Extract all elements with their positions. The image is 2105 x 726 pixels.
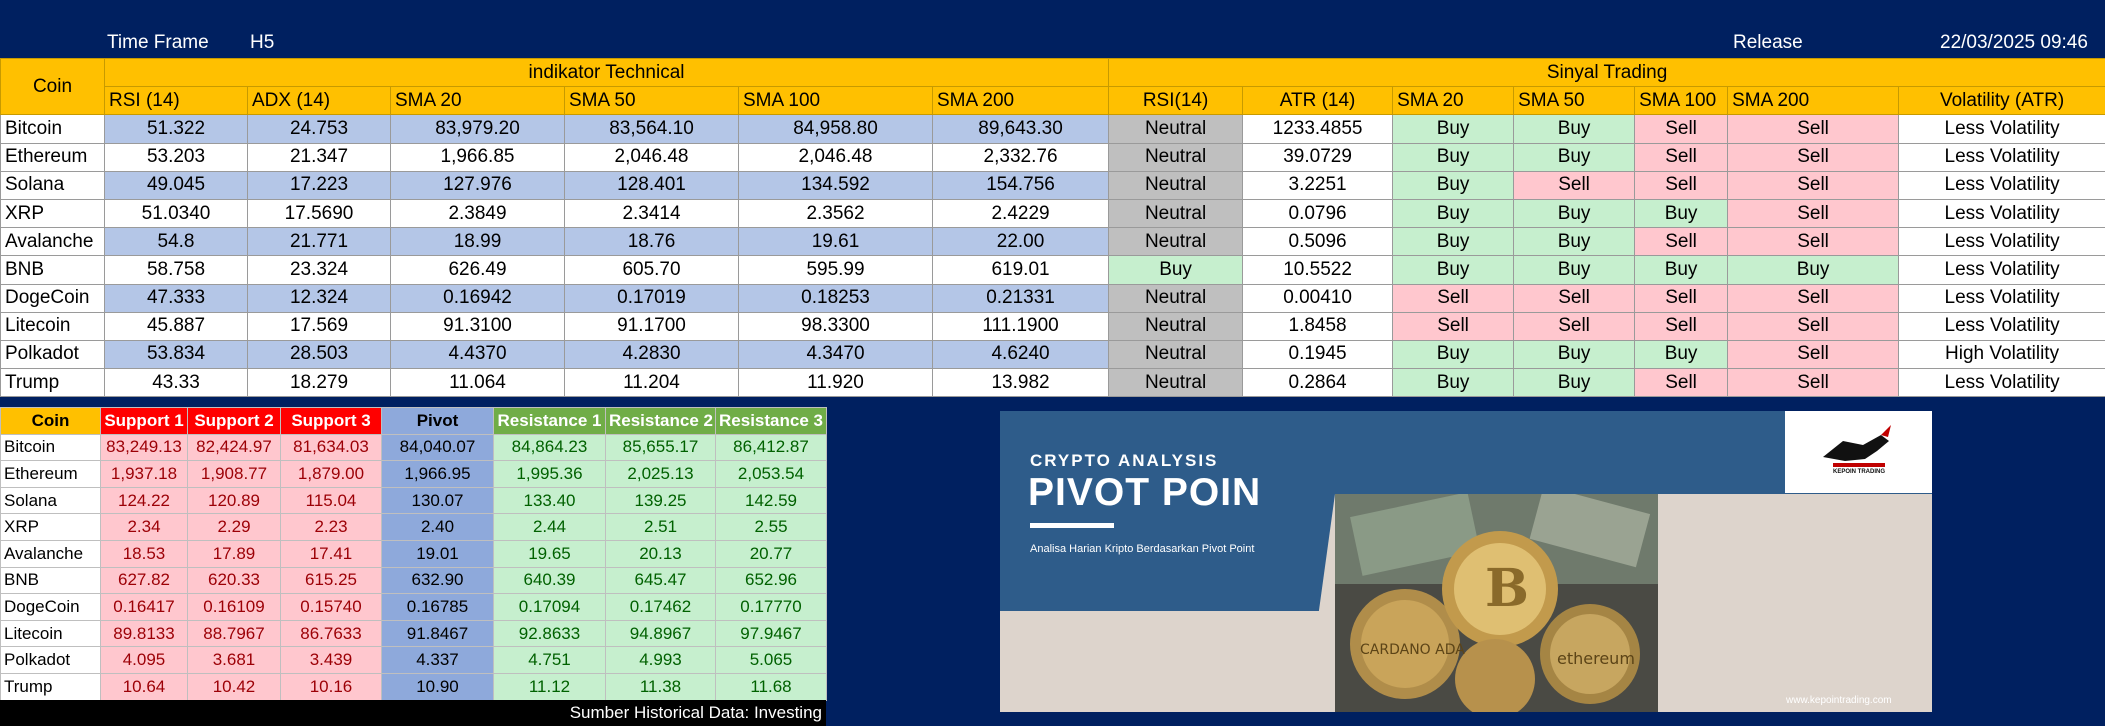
sma50-signal: Buy <box>1514 369 1635 397</box>
pivot-s3-cell: 10.16 <box>281 673 382 700</box>
sma20-value: 83,979.20 <box>391 115 565 143</box>
pivot-s3-cell: 17.41 <box>281 540 382 567</box>
pivot-col-header: Pivot <box>382 408 494 435</box>
pivot-r3-cell: 97.9467 <box>716 620 827 647</box>
pivot-r1-cell: 19.65 <box>494 540 606 567</box>
rsi-value: 53.203 <box>105 143 248 171</box>
pivot-r3-cell: 20.77 <box>716 540 827 567</box>
rsi-signal: Neutral <box>1109 228 1243 256</box>
sma100-signal: Sell <box>1635 171 1728 199</box>
pivot-s2-cell: 1,908.77 <box>188 461 281 488</box>
sma50-signal: Buy <box>1514 340 1635 368</box>
sma20-signal: Buy <box>1393 256 1514 284</box>
sma100-value: 11.920 <box>739 369 933 397</box>
sma200-value: 619.01 <box>933 256 1109 284</box>
pivot-header-row <box>1 408 827 435</box>
pivot-r1-cell: 92.8633 <box>494 620 606 647</box>
release-value: 22/03/2025 09:46 <box>1940 32 2088 53</box>
pivot-pivot-cell: 2.40 <box>382 514 494 541</box>
pivot-coin-cell: Ethereum <box>1 461 101 488</box>
sma20-value: 127.976 <box>391 171 565 199</box>
sma200-value: 154.756 <box>933 171 1109 199</box>
sma200-signal: Sell <box>1728 312 1899 340</box>
sma100-value: 595.99 <box>739 256 933 284</box>
indicator-col-header: ADX (14) <box>248 87 391 115</box>
coin-name: Solana <box>1 171 105 199</box>
atr-value: 39.0729 <box>1243 143 1393 171</box>
rsi-signal: Neutral <box>1109 369 1243 397</box>
signal-col-header: SMA 20 <box>1393 87 1514 115</box>
pivot-r2-cell: 4.993 <box>606 647 716 674</box>
sma200-signal: Buy <box>1728 256 1899 284</box>
pivot-s3-cell: 81,634.03 <box>281 434 382 461</box>
pivot-s3-cell: 115.04 <box>281 487 382 514</box>
table-row <box>1 312 2105 340</box>
coin-name: Ethereum <box>1 143 105 171</box>
rsi-signal: Neutral <box>1109 171 1243 199</box>
coin-name: Bitcoin <box>1 115 105 143</box>
pivot-coin-cell: Avalanche <box>1 540 101 567</box>
table-row <box>1 171 2105 199</box>
volatility-signal: Less Volatility <box>1899 199 2105 227</box>
atr-value: 0.2864 <box>1243 369 1393 397</box>
sma20-value: 626.49 <box>391 256 565 284</box>
banner-kicker: CRYPTO ANALYSIS <box>1030 451 1219 470</box>
volatility-signal: High Volatility <box>1899 340 2105 368</box>
sma20-signal: Sell <box>1393 312 1514 340</box>
rsi-value: 54.8 <box>105 228 248 256</box>
pivot-s2-cell: 17.89 <box>188 540 281 567</box>
sma50-value: 2,046.48 <box>565 143 739 171</box>
volatility-signal: Less Volatility <box>1899 256 2105 284</box>
cardano-coin-label: CARDANO ADA <box>1360 642 1465 658</box>
table-row <box>1 228 2105 256</box>
sma50-value: 4.2830 <box>565 340 739 368</box>
sma20-signal: Buy <box>1393 340 1514 368</box>
pivot-col-header: Resistance 1 <box>494 408 606 435</box>
sma200-value: 22.00 <box>933 228 1109 256</box>
pivot-poin-banner <box>1000 411 1932 712</box>
sma200-signal: Sell <box>1728 340 1899 368</box>
ethereum-coin-label: ethereum <box>1557 649 1635 668</box>
pivot-s2-cell: 120.89 <box>188 487 281 514</box>
pivot-col-header: Coin <box>1 408 101 435</box>
adx-value: 21.347 <box>248 143 391 171</box>
pivot-r2-cell: 0.17462 <box>606 594 716 621</box>
adx-value: 18.279 <box>248 369 391 397</box>
pivot-row <box>1 434 827 461</box>
sma50-value: 83,564.10 <box>565 115 739 143</box>
sma20-value: 11.064 <box>391 369 565 397</box>
sma100-signal: Buy <box>1635 340 1728 368</box>
volatility-signal: Less Volatility <box>1899 284 2105 312</box>
sma50-signal: Sell <box>1514 171 1635 199</box>
release-label: Release <box>1733 32 1803 53</box>
pivot-s2-cell: 2.29 <box>188 514 281 541</box>
sma200-signal: Sell <box>1728 115 1899 143</box>
pivot-r3-cell: 5.065 <box>716 647 827 674</box>
indicator-col-header: SMA 200 <box>933 87 1109 115</box>
pivot-s1-cell: 2.34 <box>101 514 188 541</box>
pivot-row <box>1 567 827 594</box>
pivot-col-header: Support 3 <box>281 408 382 435</box>
sma200-value: 13.982 <box>933 369 1109 397</box>
indicator-col-header: RSI (14) <box>105 87 248 115</box>
adx-value: 17.5690 <box>248 199 391 227</box>
sma20-value: 18.99 <box>391 228 565 256</box>
pivot-row <box>1 594 827 621</box>
pivot-coin-cell: DogeCoin <box>1 594 101 621</box>
pivot-row <box>1 647 827 674</box>
sma50-value: 605.70 <box>565 256 739 284</box>
pivot-s2-cell: 82,424.97 <box>188 434 281 461</box>
atr-value: 10.5522 <box>1243 256 1393 284</box>
pivot-s2-cell: 88.7967 <box>188 620 281 647</box>
pivot-r3-cell: 652.96 <box>716 567 827 594</box>
rsi-signal: Neutral <box>1109 143 1243 171</box>
sma100-value: 2,046.48 <box>739 143 933 171</box>
pivot-r3-cell: 2.55 <box>716 514 827 541</box>
indicator-group-header: indikator Technical <box>105 59 1109 87</box>
website-url: www.kepointrading.com <box>1786 695 1892 706</box>
table-row <box>1 256 2105 284</box>
pivot-s3-cell: 615.25 <box>281 567 382 594</box>
adx-value: 12.324 <box>248 284 391 312</box>
table-row <box>1 199 2105 227</box>
sma50-signal: Sell <box>1514 284 1635 312</box>
pivot-s1-cell: 0.16417 <box>101 594 188 621</box>
pivot-coin-cell: Solana <box>1 487 101 514</box>
signal-group-header: Sinyal Trading <box>1109 59 2105 87</box>
pivot-row <box>1 620 827 647</box>
pivot-s2-cell: 0.16109 <box>188 594 281 621</box>
sma20-value: 91.3100 <box>391 312 565 340</box>
time-frame-value: H5 <box>250 32 275 53</box>
pivot-row <box>1 514 827 541</box>
atr-value: 0.00410 <box>1243 284 1393 312</box>
table-row <box>1 369 2105 397</box>
pivot-s2-cell: 3.681 <box>188 647 281 674</box>
sma100-signal: Sell <box>1635 284 1728 312</box>
volatility-signal: Less Volatility <box>1899 228 2105 256</box>
sma100-signal: Sell <box>1635 312 1728 340</box>
sma100-value: 19.61 <box>739 228 933 256</box>
pivot-r3-cell: 0.17770 <box>716 594 827 621</box>
pivot-row <box>1 487 827 514</box>
pivot-r2-cell: 11.38 <box>606 673 716 700</box>
rsi-value: 47.333 <box>105 284 248 312</box>
kepoin-trading-logo <box>1785 411 1932 493</box>
sma50-signal: Buy <box>1514 256 1635 284</box>
sma100-value: 2.3562 <box>739 199 933 227</box>
sma100-signal: Sell <box>1635 228 1728 256</box>
adx-value: 23.324 <box>248 256 391 284</box>
volatility-signal: Less Volatility <box>1899 312 2105 340</box>
sma50-value: 0.17019 <box>565 284 739 312</box>
sma200-value: 111.1900 <box>933 312 1109 340</box>
pivot-coin-cell: Polkadot <box>1 647 101 674</box>
pivot-r1-cell: 4.751 <box>494 647 606 674</box>
pivot-col-header: Support 1 <box>101 408 188 435</box>
banner-description: Analisa Harian Kripto Berdasarkan Pivot Point <box>1030 543 1255 555</box>
report-header <box>0 0 2105 58</box>
sma20-value: 4.4370 <box>391 340 565 368</box>
sma50-value: 128.401 <box>565 171 739 199</box>
sma200-signal: Sell <box>1728 143 1899 171</box>
volatility-signal: Less Volatility <box>1899 171 2105 199</box>
pivot-r1-cell: 133.40 <box>494 487 606 514</box>
adx-value: 28.503 <box>248 340 391 368</box>
pivot-s1-cell: 1,937.18 <box>101 461 188 488</box>
sma50-value: 11.204 <box>565 369 739 397</box>
pivot-coin-cell: BNB <box>1 567 101 594</box>
pivot-s1-cell: 83,249.13 <box>101 434 188 461</box>
coin-column-header: Coin <box>1 59 105 115</box>
sma100-value: 84,958.80 <box>739 115 933 143</box>
pivot-row <box>1 540 827 567</box>
volatility-signal: Less Volatility <box>1899 115 2105 143</box>
atr-value: 1.8458 <box>1243 312 1393 340</box>
signal-col-header: RSI(14) <box>1109 87 1243 115</box>
table-row <box>1 143 2105 171</box>
signal-col-header: SMA 50 <box>1514 87 1635 115</box>
pivot-s3-cell: 86.7633 <box>281 620 382 647</box>
sma50-signal: Sell <box>1514 312 1635 340</box>
sma20-signal: Buy <box>1393 228 1514 256</box>
pivot-s1-cell: 18.53 <box>101 540 188 567</box>
sma50-signal: Buy <box>1514 199 1635 227</box>
sma20-signal: Buy <box>1393 369 1514 397</box>
pivot-pivot-cell: 19.01 <box>382 540 494 567</box>
pivot-point-table <box>0 407 827 701</box>
svg-text:B: B <box>1485 558 1529 619</box>
signal-col-header: SMA 200 <box>1728 87 1899 115</box>
time-frame-label: Time Frame <box>107 32 209 53</box>
pivot-col-header: Resistance 3 <box>716 408 827 435</box>
signal-col-header: SMA 100 <box>1635 87 1728 115</box>
pivot-pivot-cell: 10.90 <box>382 673 494 700</box>
coin-name: Litecoin <box>1 312 105 340</box>
pivot-s2-cell: 10.42 <box>188 673 281 700</box>
sma100-value: 98.3300 <box>739 312 933 340</box>
pivot-r2-cell: 2.51 <box>606 514 716 541</box>
pivot-r1-cell: 84,864.23 <box>494 434 606 461</box>
coin-name: BNB <box>1 256 105 284</box>
sma20-value: 2.3849 <box>391 199 565 227</box>
pivot-pivot-cell: 84,040.07 <box>382 434 494 461</box>
table-row <box>1 284 2105 312</box>
sma20-value: 1,966.85 <box>391 143 565 171</box>
pivot-pivot-cell: 1,966.95 <box>382 461 494 488</box>
sma50-value: 2.3414 <box>565 199 739 227</box>
rsi-value: 51.322 <box>105 115 248 143</box>
pivot-col-header: Resistance 2 <box>606 408 716 435</box>
pivot-s3-cell: 0.15740 <box>281 594 382 621</box>
sma50-signal: Buy <box>1514 228 1635 256</box>
pivot-s1-cell: 89.8133 <box>101 620 188 647</box>
pivot-col-header: Support 2 <box>188 408 281 435</box>
rsi-signal: Neutral <box>1109 340 1243 368</box>
rsi-value: 53.834 <box>105 340 248 368</box>
rsi-signal: Neutral <box>1109 115 1243 143</box>
atr-value: 3.2251 <box>1243 171 1393 199</box>
sma100-signal: Sell <box>1635 143 1728 171</box>
rsi-signal: Neutral <box>1109 199 1243 227</box>
pivot-s1-cell: 124.22 <box>101 487 188 514</box>
pivot-r1-cell: 1,995.36 <box>494 461 606 488</box>
atr-value: 0.5096 <box>1243 228 1393 256</box>
sma100-value: 0.18253 <box>739 284 933 312</box>
sma20-signal: Buy <box>1393 115 1514 143</box>
coin-name: Polkadot <box>1 340 105 368</box>
pivot-r3-cell: 11.68 <box>716 673 827 700</box>
banner-underline <box>1030 523 1114 528</box>
data-source-note: Sumber Historical Data: Investing <box>0 700 826 726</box>
sma200-value: 0.21331 <box>933 284 1109 312</box>
atr-value: 1233.4855 <box>1243 115 1393 143</box>
signal-col-header: Volatility (ATR) <box>1899 87 2105 115</box>
sma50-signal: Buy <box>1514 143 1635 171</box>
pivot-pivot-cell: 0.16785 <box>382 594 494 621</box>
rsi-signal: Neutral <box>1109 284 1243 312</box>
sma200-signal: Sell <box>1728 369 1899 397</box>
sma100-signal: Sell <box>1635 115 1728 143</box>
rsi-value: 49.045 <box>105 171 248 199</box>
pivot-row <box>1 673 827 700</box>
sma50-value: 18.76 <box>565 228 739 256</box>
pivot-r3-cell: 2,053.54 <box>716 461 827 488</box>
pivot-r2-cell: 645.47 <box>606 567 716 594</box>
indicator-signal-table <box>0 58 2105 397</box>
coin-name: DogeCoin <box>1 284 105 312</box>
coin-name: Trump <box>1 369 105 397</box>
adx-value: 24.753 <box>248 115 391 143</box>
sma20-signal: Buy <box>1393 143 1514 171</box>
pivot-coin-cell: Trump <box>1 673 101 700</box>
pivot-r2-cell: 85,655.17 <box>606 434 716 461</box>
sma100-signal: Buy <box>1635 199 1728 227</box>
signal-col-header: ATR (14) <box>1243 87 1393 115</box>
indicator-col-header: SMA 100 <box>739 87 933 115</box>
pivot-r3-cell: 86,412.87 <box>716 434 827 461</box>
coin-name: Avalanche <box>1 228 105 256</box>
pivot-s1-cell: 4.095 <box>101 647 188 674</box>
rsi-value: 51.0340 <box>105 199 248 227</box>
sma200-signal: Sell <box>1728 199 1899 227</box>
rsi-value: 58.758 <box>105 256 248 284</box>
pivot-s3-cell: 3.439 <box>281 647 382 674</box>
sma200-value: 2.4229 <box>933 199 1109 227</box>
pivot-pivot-cell: 632.90 <box>382 567 494 594</box>
sma100-signal: Sell <box>1635 369 1728 397</box>
coin-name: XRP <box>1 199 105 227</box>
sma20-value: 0.16942 <box>391 284 565 312</box>
sma200-value: 89,643.30 <box>933 115 1109 143</box>
sma50-signal: Buy <box>1514 115 1635 143</box>
adx-value: 21.771 <box>248 228 391 256</box>
sma200-signal: Sell <box>1728 171 1899 199</box>
sma200-signal: Sell <box>1728 228 1899 256</box>
pivot-r1-cell: 11.12 <box>494 673 606 700</box>
pivot-r3-cell: 142.59 <box>716 487 827 514</box>
crypto-coins-photo <box>1335 494 1658 712</box>
rsi-signal: Buy <box>1109 256 1243 284</box>
indicator-col-header: SMA 50 <box>565 87 739 115</box>
pivot-r2-cell: 139.25 <box>606 487 716 514</box>
pivot-s1-cell: 10.64 <box>101 673 188 700</box>
sma200-value: 2,332.76 <box>933 143 1109 171</box>
pivot-coin-cell: XRP <box>1 514 101 541</box>
pivot-r1-cell: 0.17094 <box>494 594 606 621</box>
sma20-signal: Buy <box>1393 171 1514 199</box>
indicator-col-header: SMA 20 <box>391 87 565 115</box>
volatility-signal: Less Volatility <box>1899 143 2105 171</box>
rsi-signal: Neutral <box>1109 312 1243 340</box>
table-row <box>1 340 2105 368</box>
sma100-value: 4.3470 <box>739 340 933 368</box>
pivot-s1-cell: 627.82 <box>101 567 188 594</box>
pivot-coin-cell: Bitcoin <box>1 434 101 461</box>
pivot-s2-cell: 620.33 <box>188 567 281 594</box>
sma100-value: 134.592 <box>739 171 933 199</box>
sma100-signal: Buy <box>1635 256 1728 284</box>
pivot-row <box>1 461 827 488</box>
table-row <box>1 115 2105 143</box>
pivot-r2-cell: 20.13 <box>606 540 716 567</box>
adx-value: 17.223 <box>248 171 391 199</box>
pivot-pivot-cell: 4.337 <box>382 647 494 674</box>
pivot-pivot-cell: 130.07 <box>382 487 494 514</box>
atr-value: 0.1945 <box>1243 340 1393 368</box>
sma50-value: 91.1700 <box>565 312 739 340</box>
sma20-signal: Sell <box>1393 284 1514 312</box>
pivot-r1-cell: 640.39 <box>494 567 606 594</box>
pivot-coin-cell: Litecoin <box>1 620 101 647</box>
banner-title: PIVOT POIN <box>1028 471 1262 514</box>
logo-wordmark: KEPOIN TRADING <box>1832 469 1886 475</box>
pivot-r1-cell: 2.44 <box>494 514 606 541</box>
pivot-s3-cell: 2.23 <box>281 514 382 541</box>
pivot-s3-cell: 1,879.00 <box>281 461 382 488</box>
sma200-value: 4.6240 <box>933 340 1109 368</box>
adx-value: 17.569 <box>248 312 391 340</box>
rsi-value: 45.887 <box>105 312 248 340</box>
sma20-signal: Buy <box>1393 199 1514 227</box>
pivot-r2-cell: 2,025.13 <box>606 461 716 488</box>
rsi-value: 43.33 <box>105 369 248 397</box>
volatility-signal: Less Volatility <box>1899 369 2105 397</box>
pivot-r2-cell: 94.8967 <box>606 620 716 647</box>
sma200-signal: Sell <box>1728 284 1899 312</box>
atr-value: 0.0796 <box>1243 199 1393 227</box>
pivot-pivot-cell: 91.8467 <box>382 620 494 647</box>
